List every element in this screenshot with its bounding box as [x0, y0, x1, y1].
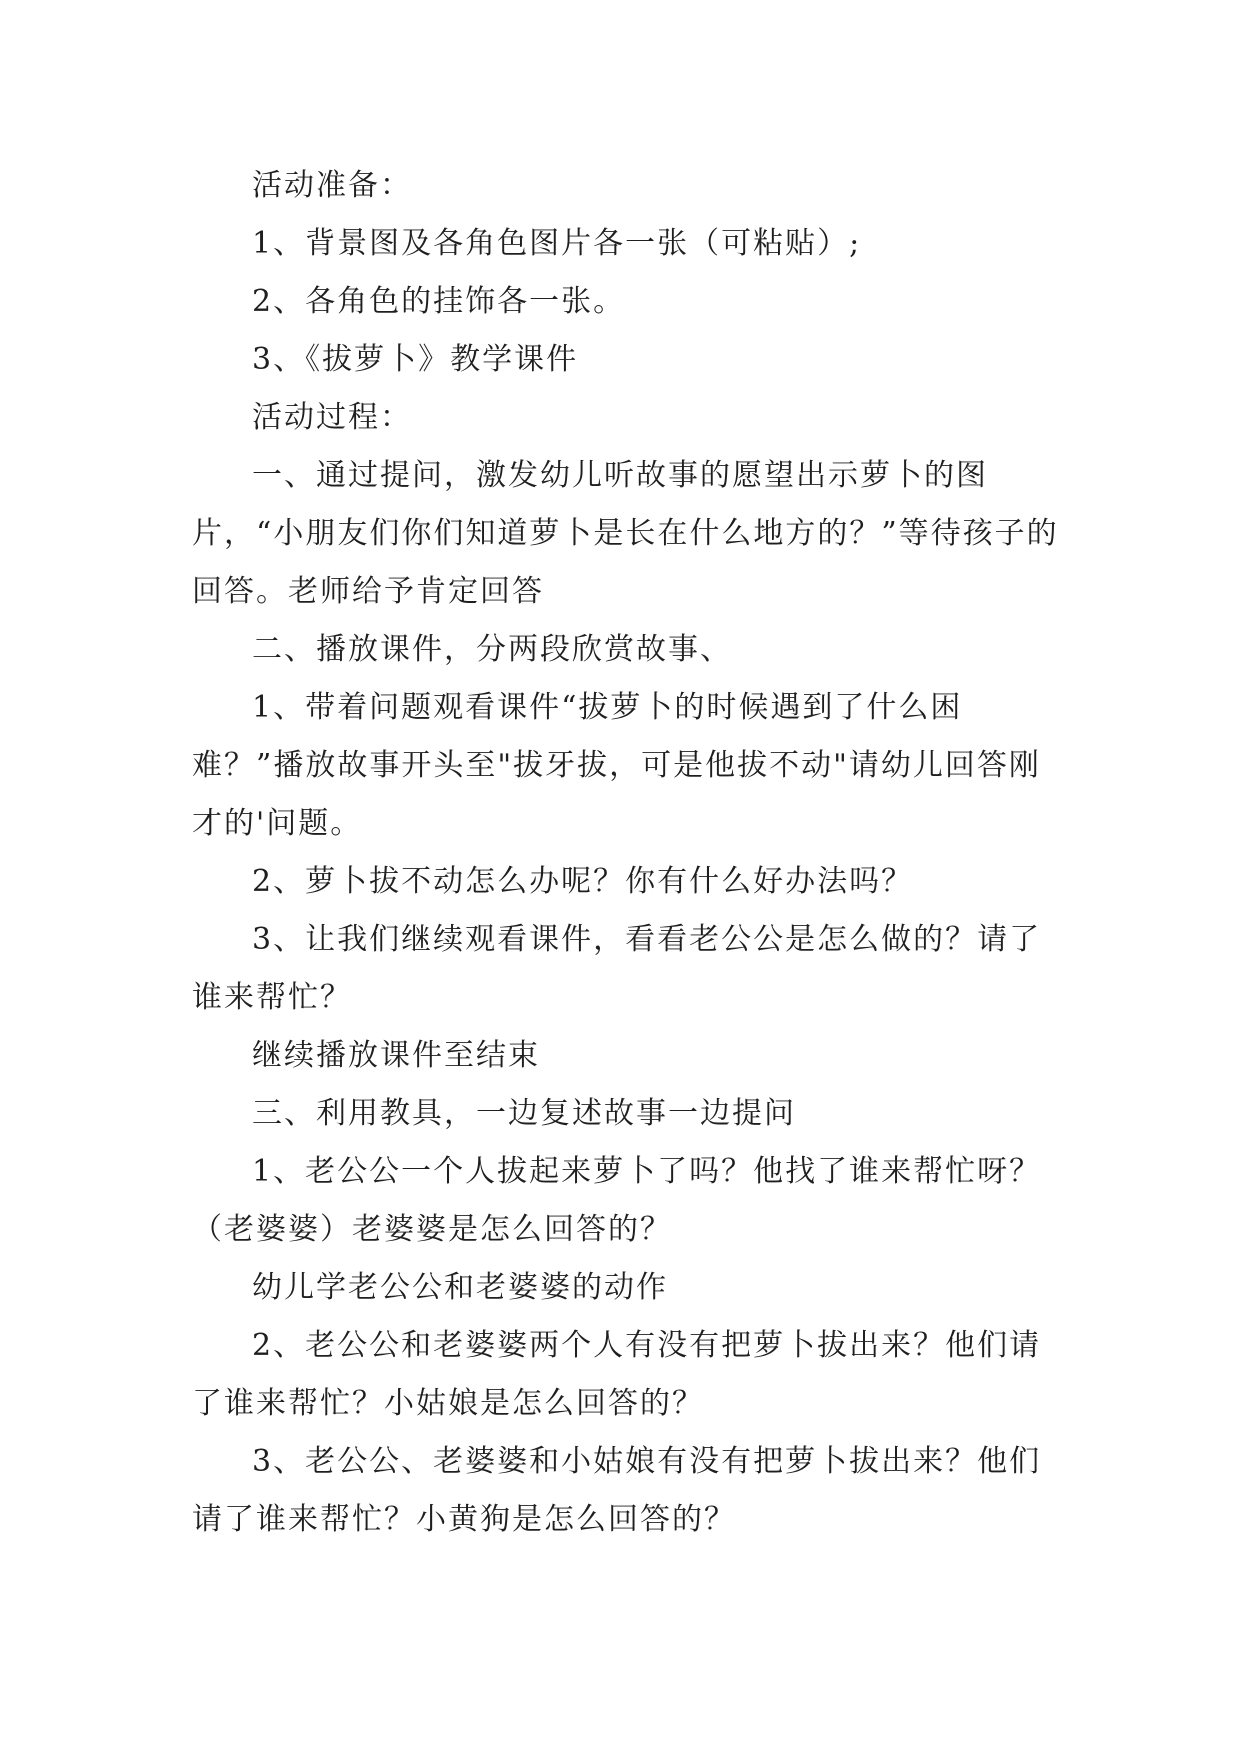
- paragraph-continue-playback: 继续播放课件至结束: [252, 1038, 540, 1073]
- document-body: [192, 157, 1072, 1549]
- paragraph-prep-item-2: 2、各角色的挂饰各一张。: [252, 284, 626, 319]
- paragraph-prep-item-3: 3、《拔萝卜》教学课件: [252, 342, 579, 377]
- paragraph-step-2: 二、播放课件，分两段欣赏故事、: [252, 632, 732, 667]
- paragraph-step-2-item-3: 3、让我们继续观看课件，看看老公公是怎么做的？请了谁来帮忙？: [192, 922, 1042, 1015]
- paragraph-step-3-item-1: 1、老公公一个人拔起来萝卜了吗？他找了谁来帮忙呀？（老婆婆）老婆婆是怎么回答的？: [192, 1154, 1042, 1247]
- paragraph-activity-prep-heading: 活动准备：: [252, 168, 412, 203]
- paragraph-step-3-item-2: 2、老公公和老婆婆两个人有没有把萝卜拔出来？他们请了谁来帮忙？小姑娘是怎么回答的？: [192, 1328, 1042, 1421]
- paragraph-prep-item-1: 1、背景图及各角色图片各一张（可粘贴）;: [252, 226, 862, 261]
- paragraph-step-3: 三、利用教具，一边复述故事一边提问: [252, 1096, 796, 1131]
- paragraph-step-3-item-3: 3、老公公、老婆婆和小姑娘有没有把萝卜拔出来？他们请了谁来帮忙？小黄狗是怎么回答的？: [192, 1444, 1042, 1537]
- paragraph-step-1: 一、通过提问，激发幼儿听故事的愿望出示萝卜的图片，“小朋友们你们知道萝卜是长在什么地方的？”等待孩子的回答。老师给予肯定回答: [192, 458, 1059, 609]
- paragraph-activity-process-heading: 活动过程：: [252, 400, 412, 435]
- paragraph-children-imitate: 幼儿学老公公和老婆婆的动作: [252, 1270, 668, 1305]
- paragraph-step-2-item-2: 2、萝卜拔不动怎么办呢？你有什么好办法吗？: [252, 864, 914, 899]
- paragraph-step-2-item-1: 1、带着问题观看课件“拔萝卜的时候遇到了什么困难？”播放故事开头至"拔牙拔，可是他拔不动"请幼儿回答刚才的'问题。: [192, 690, 1041, 841]
